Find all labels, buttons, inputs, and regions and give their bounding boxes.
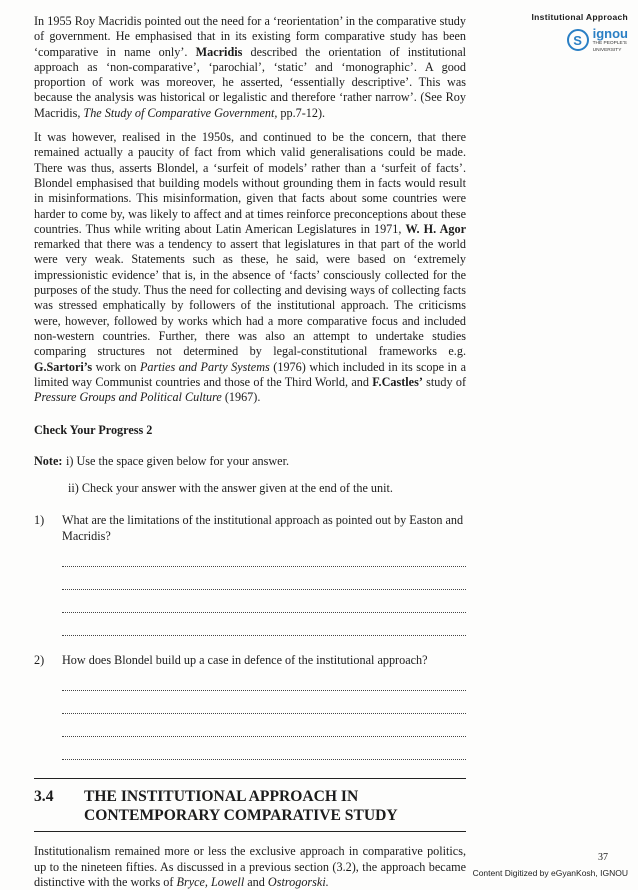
check-progress-title: Check Your Progress 2 xyxy=(34,423,153,438)
question-1-number: 1) xyxy=(34,513,45,528)
section-heading xyxy=(34,787,466,825)
logo-subline-1: THE PEOPLE'S xyxy=(592,41,627,46)
ignou-emblem-icon: S xyxy=(567,29,589,51)
question-1 xyxy=(34,513,466,544)
ignou-logo xyxy=(506,27,628,53)
logo-subline-2: UNIVERSITY xyxy=(592,47,622,53)
answer-2-lines[interactable] xyxy=(62,668,466,760)
question-2 xyxy=(34,653,466,668)
question-2-number: 2) xyxy=(34,653,45,668)
paragraph-macridis: In 1955 Roy Macridis pointed out the need for a ‘reorientation’ in the comparative study of government. He emphasised that in its existing form comparative study has been ‘comparative in name only’. Macridis described the orientation of institutional approach as ‘non-comparative’, ‘parochial’, ‘static’ and ‘monographic’. A good proportion of work was moreover, he asserted, ‘essentially descriptive’. This was because the analysis was historical or legalistic and therefore ‘rather narrow’. (See Roy Macridis, The Study of Comparative Government, pp.7-12). xyxy=(34,14,467,120)
page-number: 37 xyxy=(598,852,608,863)
paragraph-blondel: It was however, realised in the 1950s, and continued to be the concern, that there remained actually a paucity of fact from which valid generalisations could be made. There was thus, asserts Blondel, a ‘surfeit of models’ rather than a ‘surfeit of facts’. Blondel emphasised that building models without grounding them in facts would result in misinformations. This misinformation, given that facts about some countries were harder to come by, was likely to affect and at times reinforce preconceptions about these countries. Thus while writing about Latin American Legislatures in 1971, W. H. Agor remarked that there was a tendency to assert that legislatures in that part of the world were very weak. Statements such as these, he said, were based on ‘extremely impressionistic evidence’ that is, in the absence of ‘facts’ consciously collected for the purposes of the study. Thus the need for collecting and devising ways of collecting facts was stressed emphatically by followers of the institutional approach. The criticisms were, however, followed by works which had a more comparative focus and included non-western countries. Further, there was also an attempt to undertake studies comparing structures not determined by legal-constitutional frameworks e.g. G.Sartori’s work on Parties and Party Systems (1976) which included in its scope in a limited way Communist countries and those of the Third World, and F.Castles’ study of Pressure Groups and Political Culture (1967). xyxy=(34,130,467,405)
logo-text xyxy=(593,27,628,53)
logo-name: ignou xyxy=(592,26,628,41)
sidebar xyxy=(506,12,628,53)
running-header: Institutional Approach xyxy=(531,12,628,22)
section-title: THE INSTITUTIONAL APPROACH IN CONTEMPORARY COMPARATIVE STUDY xyxy=(84,788,398,825)
note-item-1: i) Use the space given below for your answer. xyxy=(66,454,290,469)
section-number: 3.4 xyxy=(34,788,54,806)
note-label: Note: xyxy=(34,454,63,469)
question-1-text: What are the limitations of the institutional approach as pointed out by Easton and Macridis? xyxy=(62,513,464,543)
question-2-text: How does Blondel build up a case in defence of the institutional approach? xyxy=(62,653,428,668)
main-content xyxy=(34,14,466,890)
answer-1-lines[interactable] xyxy=(62,544,466,636)
note-item-2: ii) Check your answer with the answer given at the end of the unit. xyxy=(68,481,393,496)
section-rule-top xyxy=(34,778,466,779)
section-rule-bottom xyxy=(34,831,466,832)
note xyxy=(34,454,466,469)
paragraph-institutionalism: Institutionalism remained more or less the exclusive approach in comparative politics, up to the nineteen fifties. As discussed in a previous section (3.2), the approach became distinctive with the works of Bryce, Lowell and Ostrogorski. xyxy=(34,844,466,889)
digitization-credit: Content Digitized by eGyanKosh, IGNOU xyxy=(472,868,628,878)
